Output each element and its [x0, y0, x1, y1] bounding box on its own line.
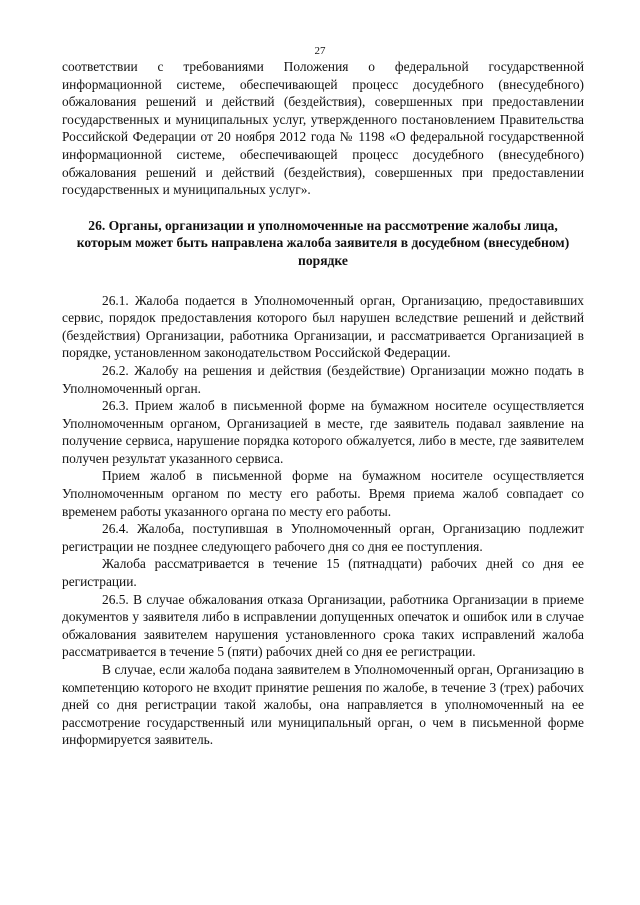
- paragraph-26-3-continued: Прием жалоб в письменной форме на бумажном носителе осуществляется Уполномоченным органом по месту его работы. Время приема жалоб совпадает со временем работы указанного органа по месту его работы.: [62, 468, 584, 519]
- paragraph-26-5-continued: В случае, если жалоба подана заявителем в Уполномоченный орган, Организацию в компетенцию которого не входит принятие решения по жалобе, в течение 3 (трех) рабочих дней со дня регистрации такой жалобы, она направляется в уполномоченный на ее рассмотрение государственный или муниципальный орган, о чем в письменной форме информируется заявитель.: [62, 662, 584, 748]
- intro-paragraph: соответствии с требованиями Положения о федеральной государственной информационной системе, обеспечивающей процесс досудебного (внесудебного) обжалования решений и действий (бездействия), совершенных при предоставлении государственных и муниципальных услуг, утвержденного постановлением Правительства Российской Федерации от 20 ноября 2012 года № 1198 «О федеральной государственной информационной системе, обеспечивающей процесс досудебного (внесудебного) обжалования решений и действий (бездействия), совершенных при предоставлении государственных и муниципальных услуг».: [62, 59, 584, 198]
- paragraph-26-3: 26.3. Прием жалоб в письменной форме на бумажном носителе осуществляется Уполномоченным органом, Организацией в месте, где заявитель подавал заявление на получение сервиса, нарушение порядка которого обжалуется, либо в месте, где заявителем получен результат указанного сервиса.: [62, 398, 584, 466]
- paragraph-26-2: 26.2. Жалобу на решения и действия (бездействие) Организации можно подать в Уполномоченный орган.: [62, 362, 584, 396]
- paragraph-26-4: 26.4. Жалоба, поступившая в Уполномоченный орган, Организацию подлежит регистрации не позднее следующего рабочего дня со дня ее поступления.: [62, 521, 584, 554]
- paragraph-26-4-continued: Жалоба рассматривается в течение 15 (пятнадцати) рабочих дней со дня ее регистрации.: [62, 556, 584, 590]
- page-number: 27: [314, 45, 326, 57]
- paragraph-26-5: 26.5. В случае обжалования отказа Организации, работника Организации в приеме документов у заявителя либо в исправлении допущенных опечаток и ошибок или в случае обжалования заявителем нарушения установленного срока таких исправлений жалоба рассматривается в течение 5 (пяти) рабочих дней со дня ее регистрации.: [62, 591, 584, 660]
- document-body: [62, 58, 584, 749]
- paragraph-26-1: 26.1. Жалоба подается в Уполномоченный орган, Организацию, предоставивших сервис, порядок предоставления которого был нарушен вследствие решений и действий (бездействия) Организации, работника Организации, и рассматривается Организацией в порядке, установленном законодательством Российской Федерации.: [62, 292, 584, 361]
- section-heading: 26. Органы, организации и уполномоченные на рассмотрение жалобы лица, которым может быть направлена жалоба заявителя в досудебном (внесудебном) порядке: [76, 217, 570, 268]
